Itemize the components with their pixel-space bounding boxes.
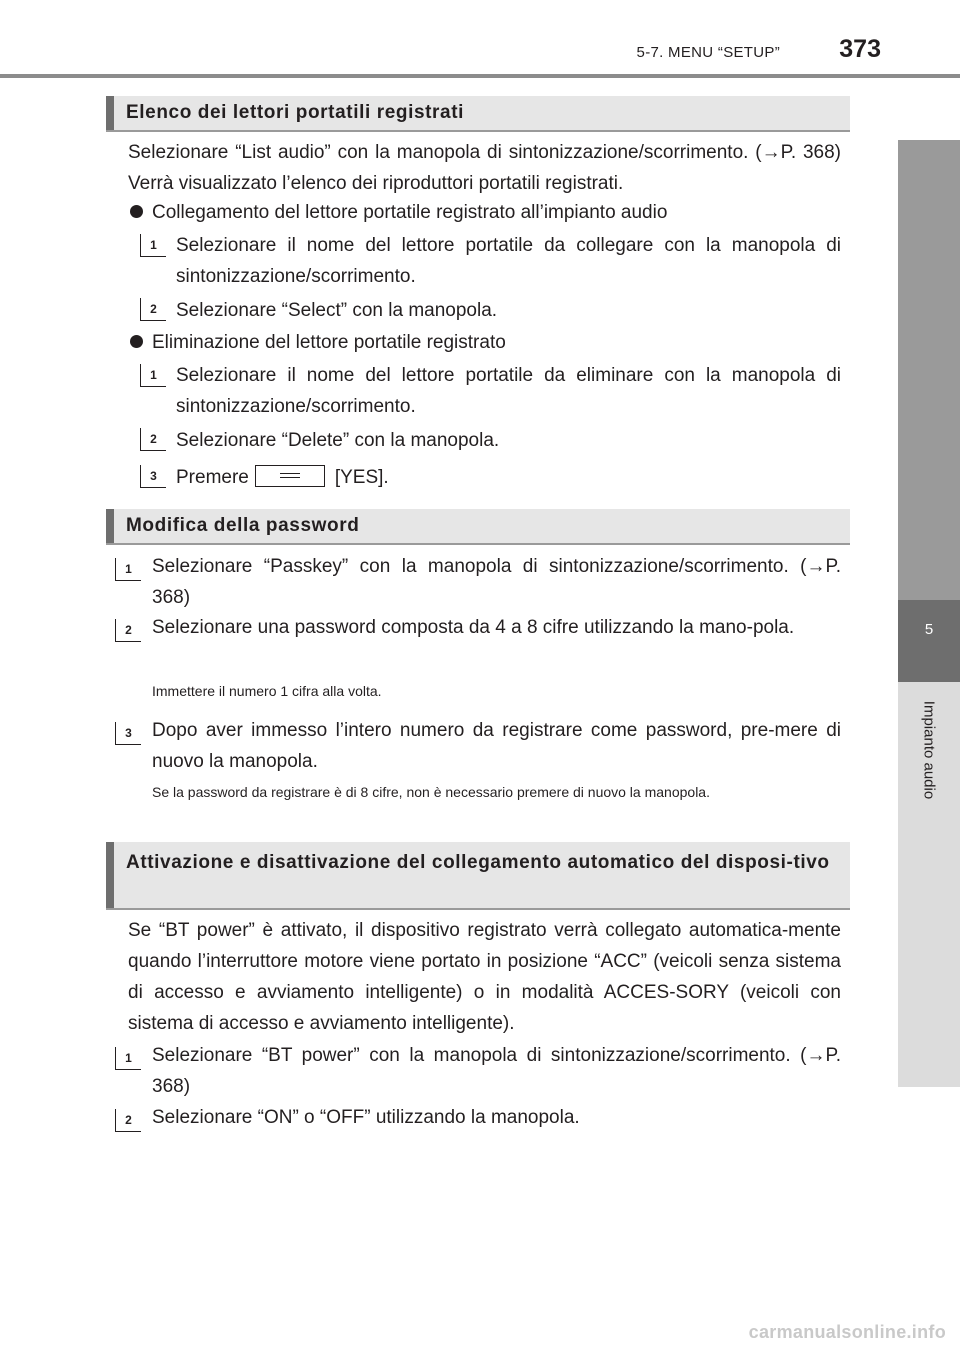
side-tab-top [898,140,960,600]
step-text: Selezionare “Select” con la manopola. [176,300,498,321]
menu-button-icon [255,465,325,487]
section-heading: Elenco dei lettori portatili registrati [106,96,850,132]
step-number: 3 [115,722,141,745]
bullet-title: Eliminazione del lettore portatile registrato [152,332,506,353]
header-rule [0,74,960,78]
running-header-section: 5-7. MENU “SETUP” [636,44,780,61]
step-number: 1 [140,364,166,387]
watermark: carmanualsonline.info [748,1322,946,1342]
step-note: Immettere il numero 1 cifra alla volta. [152,683,382,699]
step-number: 2 [140,428,166,451]
step-text: Dopo aver immesso l’intero numero da registrare come password, pre-mere di nuovo la manopola. [152,720,841,772]
step-text: Selezionare “BT power” con la manopola di sintonizzazione/scorrimento. (→P. 368) [152,1045,841,1097]
step-number: 3 [140,465,166,488]
chapter-tab: 5 [898,600,960,682]
step-number: 1 [140,234,166,257]
section-heading: Attivazione e disattivazione del collegamento automatico del disposi-tivo [106,842,850,910]
step-number: 1 [115,1047,141,1070]
bullet-dot [130,205,143,218]
step-text: Selezionare una password composta da 4 a 8 cifre utilizzando la mano-pola. [152,617,795,638]
bullet-title: Collegamento del lettore portatile registrato all’impianto audio [152,202,668,223]
step-text: Selezionare “Passkey” con la manopola di sintonizzazione/scorrimento. (→P. 368) [152,556,841,608]
step-number: 1 [115,558,141,581]
step-text: Selezionare “ON” o “OFF” utilizzando la manopola. [152,1107,580,1128]
section-intro: Selezionare “List audio” con la manopola di sintonizzazione/scorrimento. (→P. 368) Verrà visualizzato l’elenco dei riproduttori portatili registrati. [128,142,841,194]
step-number: 2 [115,619,141,642]
manual-page: 5-7. MENU “SETUP” 373 5 Impianto audio Elenco dei lettori portatili registrati Selezionare “List audio” con la manopola di sintonizzazione/scorrimento. (→P. 368) Verrà visualizzato l’elenco dei riproduttori portatili registrati. Collegamento del lettore portatile registrato all’impianto audio 1 Selezionare il nome del lettore portatile da collegare con la manopola di sintonizzazione/scorrimento. 2 Selezionare “Select” con la manopola. Eliminazione del lettore portatile registrato 1 Selezionare il nome del lettore portatile da eliminare con la manopola di sintonizzazione/scorrimento. 2 Selezionare “Delete” con la manopola. 3 Premere [YES]. Modifica della password 1 Selezionare “Passkey” con la manopola di sintonizzazione/scorrimento. (→P. 368) 2 Selezionare una password composta da 4 a 8 cifre utilizzando la mano-pola. Immettere il numero 1 cifra alla volta. 3 Dopo aver immesso l’intero numero da registrare come password, pre-mere di nuovo la manopola. Se la password da registrare è di 8 cifre, non è necessario premere di nuovo la manopola. Attivazione e disattivazione del collegamento automatico del disposi-tivo Se “BT power” è attivato, il dispositivo registrato verrà collegato automatica-mente quando l’interruttore motore viene portato in posizione “ACC” (veicoli senza sistema di accesso e avviamento intelligente) o in modalità ACCES-SORY (veicoli con sistema di accesso e avviamento intelligente). 1 Selezionare “BT power” con la manopola di sintonizzazione/scorrimento. (→P. 368) 2 Selezionare “ON” o “OFF” utilizzando la manopola. carmanualsonline.info [0,0,960,1347]
section-intro: Se “BT power” è attivato, il dispositivo registrato verrà collegato automatica-mente quando l’interruttore motore viene portato in posizione “ACC” (veicoli senza sistema di accesso e avviamento intelligente) o in modalità ACCES-SORY (veicoli con sistema di accesso e avviamento intelligente). [128,920,841,1034]
section-heading: Modifica della password [106,509,850,545]
step-text: Selezionare il nome del lettore portatile da collegare con la manopola di sintonizzazione/scorrimento. [176,235,841,287]
step-text: Selezionare il nome del lettore portatile da eliminare con la manopola di sintonizzazione/scorrimento. [176,365,841,417]
bullet-dot [130,335,143,348]
page-number: 373 [839,35,881,63]
step-text: Selezionare “Delete” con la manopola. [176,430,500,451]
step-note: Se la password da registrare è di 8 cifre, non è necessario premere di nuovo la manopola. [152,784,710,800]
step-text: Premere [YES]. [176,462,841,493]
step-number: 2 [115,1109,141,1132]
step-number: 2 [140,298,166,321]
